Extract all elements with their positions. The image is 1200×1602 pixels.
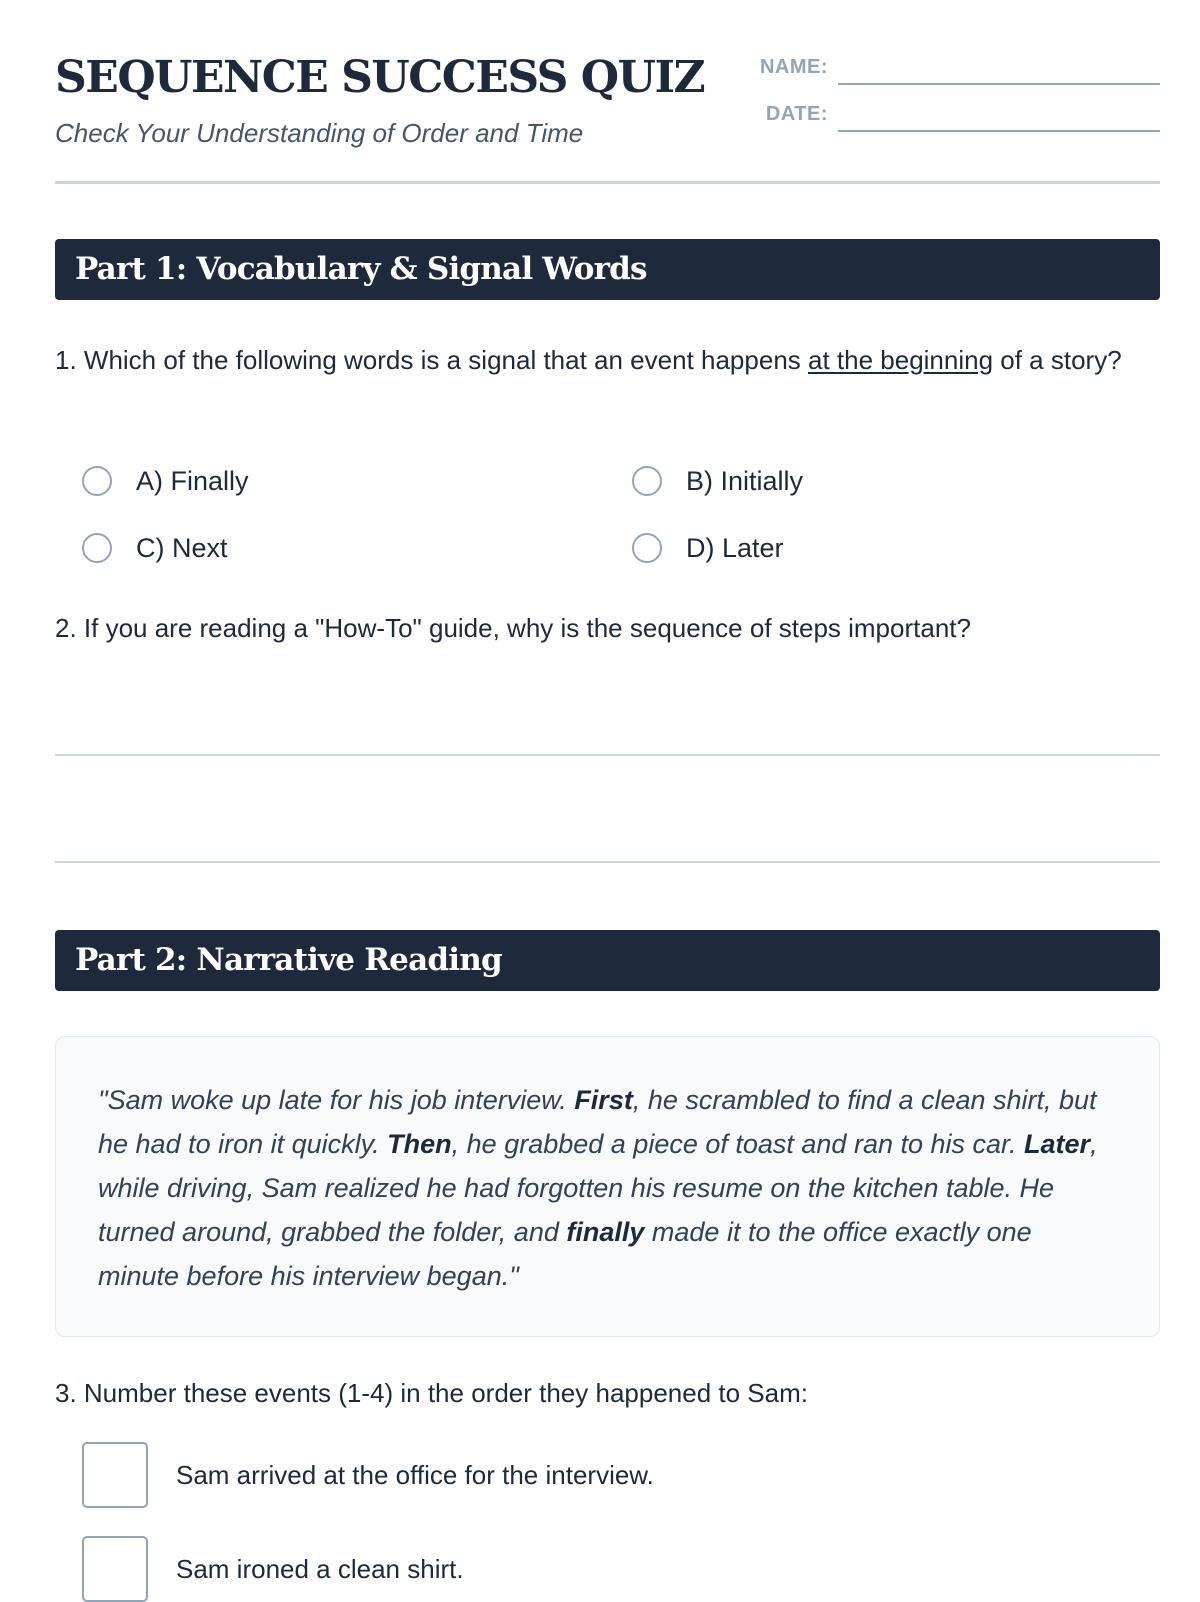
part2-heading-bar: [55, 930, 1160, 991]
signal-word-first: First: [574, 1085, 633, 1115]
q1-option-d-label: D) Later: [686, 532, 784, 563]
order-number-box[interactable]: [82, 1536, 148, 1602]
q2-answer-line-1[interactable]: [55, 754, 1160, 756]
q1-option-d[interactable]: [605, 531, 784, 565]
radio-button[interactable]: [632, 466, 662, 496]
part1-heading: Part 1: Vocabulary & Signal Words: [75, 251, 647, 287]
radio-button[interactable]: [82, 466, 112, 496]
part1-heading-bar: [55, 239, 1160, 300]
passage-segment: , he scrambled to find a clean shirt, but he had to iron it quickly.: [98, 1085, 1097, 1159]
q1-option-b[interactable]: [605, 464, 803, 498]
question-2: 2. If you are reading a "How-To" guide, why is the sequence of steps important?: [55, 613, 971, 643]
question-1-text-start: 1. Which of the following words is a signal that an event happens: [55, 345, 808, 375]
date-line[interactable]: [838, 130, 1160, 132]
radio-button[interactable]: [632, 533, 662, 563]
signal-word-finally: finally: [566, 1217, 645, 1247]
radio-button[interactable]: [82, 533, 112, 563]
q1-option-b-label: B) Initially: [686, 465, 804, 496]
name-field[interactable]: [720, 56, 1160, 86]
date-label: DATE:: [765, 103, 828, 125]
passage-segment: , while driving, Sam realized he had forgotten his resume on the kitchen table. He turned around, grabbed the folder, and: [98, 1129, 1098, 1247]
order-item-text: Sam ironed a clean shirt.: [176, 1553, 464, 1584]
passage-segment: , he grabbed a piece of toast and ran to his car.: [451, 1129, 1025, 1159]
question-1-emphasis: at the beginning: [808, 345, 994, 375]
quiz-title: SEQUENCE SUCCESS QUIZ: [55, 52, 705, 103]
signal-word-then: Then: [387, 1129, 452, 1159]
order-number-box[interactable]: [82, 1442, 148, 1508]
name-line[interactable]: [838, 83, 1160, 85]
quiz-subtitle: Check Your Understanding of Order and Time: [55, 118, 584, 148]
name-label: NAME:: [759, 56, 828, 78]
order-item-text: Sam arrived at the office for the interview.: [176, 1459, 654, 1490]
passage-text: [98, 1078, 1119, 1298]
passage-segment: "Sam woke up late for his job interview.: [98, 1085, 575, 1115]
part2-heading: Part 2: Narrative Reading: [75, 942, 502, 978]
reading-passage: [55, 1036, 1160, 1337]
question-3: 3. Number these events (1-4) in the order they happened to Sam:: [55, 1378, 808, 1408]
order-item-2: [82, 1536, 464, 1602]
q2-answer-line-2[interactable]: [55, 861, 1160, 863]
signal-word-later: Later: [1024, 1129, 1091, 1159]
date-field[interactable]: [720, 103, 1160, 133]
question-1-text-end: of a story?: [993, 345, 1122, 375]
q1-option-a-label: A) Finally: [136, 465, 249, 496]
question-1: [55, 340, 1165, 380]
header-divider: [55, 181, 1160, 184]
q1-option-c-label: C) Next: [136, 532, 228, 563]
order-item-1: [82, 1442, 654, 1508]
q1-option-c[interactable]: [55, 531, 228, 565]
passage-segment: made it to the office exactly one minute before his interview began.": [98, 1217, 1032, 1291]
q1-option-a[interactable]: [55, 464, 249, 498]
